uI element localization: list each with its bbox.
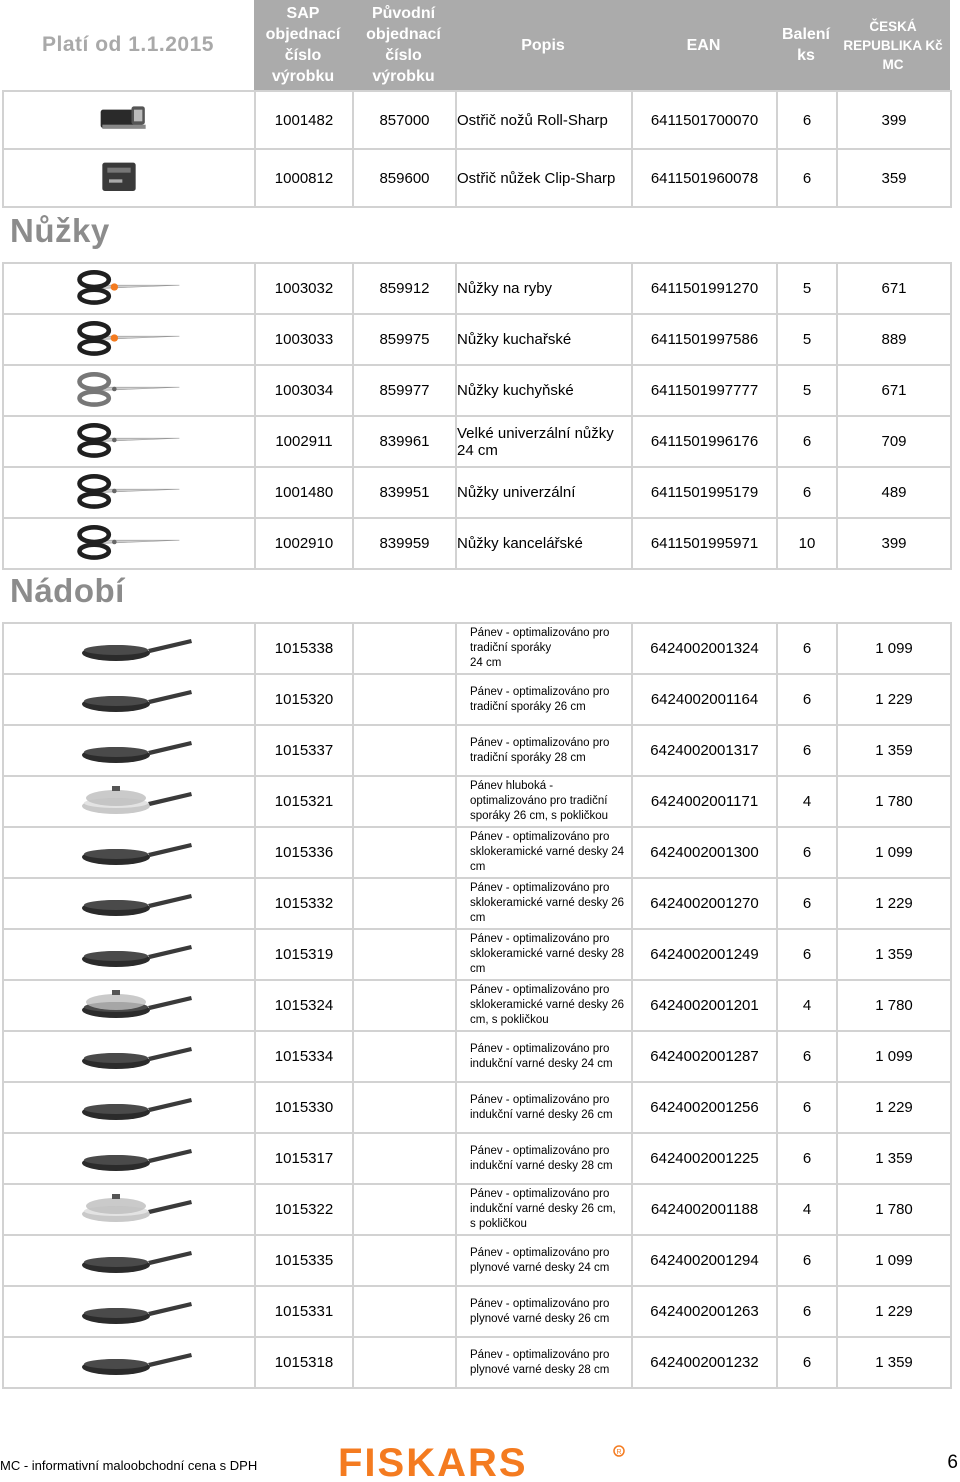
header-pack: Balení ks — [776, 0, 836, 90]
product-image — [3, 623, 255, 674]
product-image — [3, 1337, 255, 1388]
price: 399 — [837, 91, 951, 149]
price: 1 359 — [837, 1337, 951, 1388]
valid-from-text: Platí od 1.1.2015 — [42, 33, 214, 56]
description-line: Pánev - optimalizováno pro sklokeramické varné desky 24 cm — [470, 831, 625, 873]
ean-code: 6424002001249 — [632, 929, 777, 980]
original-number — [353, 980, 456, 1031]
price: 1 229 — [837, 674, 951, 725]
product-image — [3, 929, 255, 980]
original-number — [353, 1337, 456, 1388]
table-row — [3, 1184, 951, 1235]
header-ean: EAN — [631, 0, 776, 90]
pack-quantity: 4 — [777, 980, 837, 1031]
product-image-wrap — [4, 318, 254, 362]
original-number: 857000 — [353, 91, 456, 149]
product-description — [456, 1133, 632, 1184]
description-line: Pánev hluboká - optimalizováno pro tradiční sporáky 26 cm, s pokličkou — [470, 780, 609, 822]
page-number: 6 — [947, 1452, 958, 1473]
product-description — [456, 827, 632, 878]
description-line: Pánev - optimalizováno pro indukční varné desky 24 cm — [470, 1042, 613, 1070]
product-image — [3, 263, 255, 314]
clip-sharp-sharpener-icon — [69, 157, 169, 195]
table-header — [0, 0, 960, 90]
sap-number: 1000812 — [255, 149, 353, 207]
sap-number: 1015319 — [255, 929, 353, 980]
original-number — [353, 1235, 456, 1286]
large-scissors-icon — [74, 420, 184, 460]
table-row — [3, 365, 951, 416]
description-line: Pánev - optimalizováno pro sklokeramické varné desky 28 cm — [470, 933, 625, 975]
description-line: Nůžky kuchařské — [457, 331, 572, 348]
product-image — [3, 91, 255, 149]
pack-quantity: 6 — [777, 416, 837, 467]
price: 1 359 — [837, 1133, 951, 1184]
section-title-scissors: Nůžky — [10, 212, 110, 249]
product-description — [456, 725, 632, 776]
header-sap: SAP objednací číslo výrobku — [254, 0, 352, 90]
pack-quantity: 6 — [777, 1082, 837, 1133]
table-row — [3, 416, 951, 467]
price: 1 229 — [837, 1286, 951, 1337]
description-line: Pánev - optimalizováno pro tradiční sporáky 26 cm — [470, 685, 610, 713]
original-number — [353, 878, 456, 929]
product-description — [456, 365, 632, 416]
product-image-wrap — [4, 1086, 254, 1130]
original-number — [353, 1286, 456, 1337]
original-number: 859912 — [353, 263, 456, 314]
product-image-wrap — [4, 1341, 254, 1385]
product-image-wrap — [4, 369, 254, 413]
table-row — [3, 674, 951, 725]
pack-quantity: 6 — [777, 725, 837, 776]
ean-code: 6424002001232 — [632, 1337, 777, 1388]
original-number — [353, 776, 456, 827]
description-line: Pánev - optimalizováno pro indukční varné desky 28 cm — [470, 1144, 613, 1172]
ean-code: 6411501995971 — [632, 518, 777, 569]
pack-quantity: 5 — [777, 263, 837, 314]
product-description — [456, 674, 632, 725]
product-image — [3, 467, 255, 518]
sap-number: 1015324 — [255, 980, 353, 1031]
sap-number: 1015332 — [255, 878, 353, 929]
sap-number: 1001480 — [255, 467, 353, 518]
original-number — [353, 623, 456, 674]
product-description — [456, 929, 632, 980]
table-row — [3, 878, 951, 929]
price: 1 780 — [837, 1184, 951, 1235]
product-description — [456, 776, 632, 827]
office-scissors-icon — [74, 522, 184, 562]
pan-with-lid-icon — [76, 984, 196, 1024]
original-number — [353, 725, 456, 776]
sharpeners-table — [2, 90, 952, 208]
original-number: 859600 — [353, 149, 456, 207]
ean-code: 6424002001270 — [632, 878, 777, 929]
original-number: 839951 — [353, 467, 456, 518]
table-row — [3, 91, 951, 149]
product-description — [456, 1082, 632, 1133]
product-image — [3, 1235, 255, 1286]
product-image-wrap — [4, 678, 254, 722]
frying-pan-icon — [76, 1137, 196, 1177]
original-number — [353, 1133, 456, 1184]
description-line: Nůžky kancelářské — [457, 535, 583, 552]
description-line: Pánev - optimalizováno pro plynové varné desky 24 cm — [470, 1246, 610, 1274]
svg-text:R: R — [616, 1449, 622, 1456]
product-image — [3, 1031, 255, 1082]
ean-code: 6424002001263 — [632, 1286, 777, 1337]
description-line: Pánev - optimalizováno pro plynové varné desky 28 cm — [470, 1348, 610, 1376]
ean-code: 6424002001317 — [632, 725, 777, 776]
table-row — [3, 623, 951, 674]
ean-code: 6424002001164 — [632, 674, 777, 725]
frying-pan-icon — [76, 1239, 196, 1279]
pack-quantity: 5 — [777, 314, 837, 365]
frying-pan-icon — [76, 1086, 196, 1126]
product-image — [3, 518, 255, 569]
original-number — [353, 827, 456, 878]
frying-pan-icon — [76, 627, 196, 667]
pack-quantity: 6 — [777, 1031, 837, 1082]
product-image-wrap — [4, 471, 254, 515]
sap-number: 1015335 — [255, 1235, 353, 1286]
product-description — [456, 1235, 632, 1286]
pack-quantity: 4 — [777, 776, 837, 827]
frying-pan-icon — [76, 933, 196, 973]
table-row — [3, 467, 951, 518]
fiskars-logo — [336, 1443, 626, 1481]
product-image-wrap — [4, 1239, 254, 1283]
product-description — [456, 1286, 632, 1337]
pack-quantity: 6 — [777, 1133, 837, 1184]
pack-quantity: 5 — [777, 365, 837, 416]
ean-code: 6411501700070 — [632, 91, 777, 149]
product-image-wrap — [4, 522, 254, 566]
pack-quantity: 6 — [777, 827, 837, 878]
ean-code: 6424002001324 — [632, 623, 777, 674]
original-number — [353, 1082, 456, 1133]
product-description — [456, 263, 632, 314]
product-description — [456, 314, 632, 365]
sap-number: 1003032 — [255, 263, 353, 314]
pack-quantity: 4 — [777, 1184, 837, 1235]
ean-code: 6411501991270 — [632, 263, 777, 314]
product-image — [3, 314, 255, 365]
price: 1 359 — [837, 725, 951, 776]
product-image — [3, 1133, 255, 1184]
description-line: Nůžky na ryby — [457, 280, 553, 297]
product-image — [3, 674, 255, 725]
description-line: Nůžky univerzální — [457, 484, 576, 501]
product-image-wrap — [4, 1137, 254, 1181]
description-line: Pánev - optimalizováno pro indukční varné desky 26 cm — [470, 1093, 613, 1121]
table-row — [3, 149, 951, 207]
pack-quantity: 6 — [777, 878, 837, 929]
price: 889 — [837, 314, 951, 365]
description-line: Nůžky kuchyňské — [457, 382, 574, 399]
product-image-wrap — [4, 157, 254, 199]
original-number: 859975 — [353, 314, 456, 365]
price: 709 — [837, 416, 951, 467]
description-line: Pánev - optimalizováno pro sklokeramické varné desky 26 cm — [470, 882, 625, 924]
table-row — [3, 776, 951, 827]
product-description — [456, 878, 632, 929]
product-image-wrap — [4, 420, 254, 464]
price: 1 229 — [837, 1082, 951, 1133]
kitchen-scissors-icon — [74, 369, 184, 409]
product-image — [3, 980, 255, 1031]
frying-pan-icon — [76, 1341, 196, 1381]
table-row — [3, 314, 951, 365]
price: 489 — [837, 467, 951, 518]
ean-code: 6424002001225 — [632, 1133, 777, 1184]
original-number — [353, 1031, 456, 1082]
fish-scissors-icon — [74, 267, 184, 307]
product-image-wrap — [4, 99, 254, 141]
product-description — [456, 149, 632, 207]
product-description — [456, 416, 632, 467]
product-description — [456, 1184, 632, 1235]
ean-code: 6424002001256 — [632, 1082, 777, 1133]
description-line: Ostřič nožů Roll-Sharp — [457, 111, 608, 129]
product-description — [456, 467, 632, 518]
sap-number: 1015317 — [255, 1133, 353, 1184]
frying-pan-icon — [76, 882, 196, 922]
price: 1 099 — [837, 1235, 951, 1286]
description-line: Ostřič nůžek Clip-Sharp — [457, 169, 616, 187]
svg-text:FISKARS: FISKARS — [338, 1443, 528, 1481]
original-number — [353, 929, 456, 980]
sap-number: 1015334 — [255, 1031, 353, 1082]
header-desc: Popis — [455, 0, 631, 90]
cookware-table — [2, 622, 952, 1389]
original-number — [353, 1184, 456, 1235]
sap-number: 1002910 — [255, 518, 353, 569]
product-image-wrap — [4, 882, 254, 926]
original-number — [353, 674, 456, 725]
pack-quantity: 6 — [777, 929, 837, 980]
price: 1 780 — [837, 776, 951, 827]
price: 399 — [837, 518, 951, 569]
price: 1 099 — [837, 623, 951, 674]
ean-code: 6424002001287 — [632, 1031, 777, 1082]
product-image — [3, 1286, 255, 1337]
table-row — [3, 827, 951, 878]
ean-code: 6411501997777 — [632, 365, 777, 416]
chef-scissors-icon — [74, 318, 184, 358]
product-description — [456, 518, 632, 569]
roll-sharp-sharpener-icon — [69, 99, 169, 137]
price: 1 099 — [837, 827, 951, 878]
price: 1 229 — [837, 878, 951, 929]
pack-quantity: 10 — [777, 518, 837, 569]
pack-quantity: 6 — [777, 467, 837, 518]
table-row — [3, 725, 951, 776]
ean-code: 6424002001171 — [632, 776, 777, 827]
product-image-wrap — [4, 780, 254, 824]
product-image-wrap — [4, 933, 254, 977]
sap-number: 1015338 — [255, 623, 353, 674]
table-row — [3, 263, 951, 314]
saute-pan-lid-icon — [76, 1188, 196, 1228]
table-row — [3, 1235, 951, 1286]
product-description — [456, 1337, 632, 1388]
description-line: Pánev - optimalizováno pro plynové varné desky 26 cm — [470, 1297, 610, 1325]
pack-quantity: 6 — [777, 1286, 837, 1337]
description-line: Pánev - optimalizováno pro tradiční sporáky 28 cm — [470, 736, 610, 764]
product-image — [3, 1082, 255, 1133]
product-image-wrap — [4, 1035, 254, 1079]
price: 1 780 — [837, 980, 951, 1031]
product-image — [3, 725, 255, 776]
description-line: Pánev - optimalizováno pro tradiční sporáky — [470, 627, 610, 654]
pack-quantity: 6 — [777, 1235, 837, 1286]
product-image-wrap — [4, 1290, 254, 1334]
product-image-wrap — [4, 831, 254, 875]
sap-number: 1015320 — [255, 674, 353, 725]
ean-code: 6411501960078 — [632, 149, 777, 207]
frying-pan-icon — [76, 729, 196, 769]
ean-code: 6411501996176 — [632, 416, 777, 467]
product-image — [3, 776, 255, 827]
description-line: Velké univerzální nůžky 24 cm — [457, 424, 614, 459]
sap-number: 1001482 — [255, 91, 353, 149]
frying-pan-icon — [76, 678, 196, 718]
description-line: Pánev - optimalizováno pro indukční varné desky 26 cm, — [470, 1188, 616, 1215]
ean-code: 6424002001201 — [632, 980, 777, 1031]
price: 359 — [837, 149, 951, 207]
ean-code: 6424002001188 — [632, 1184, 777, 1235]
product-image-wrap — [4, 984, 254, 1028]
product-image — [3, 827, 255, 878]
table-row — [3, 1337, 951, 1388]
original-number: 839961 — [353, 416, 456, 467]
description-line: 24 cm — [470, 657, 502, 669]
valid-from — [2, 0, 254, 90]
sap-number: 1015337 — [255, 725, 353, 776]
pack-quantity: 6 — [777, 1337, 837, 1388]
table-row — [3, 518, 951, 569]
product-image — [3, 878, 255, 929]
table-row — [3, 929, 951, 980]
original-number: 839959 — [353, 518, 456, 569]
table-row — [3, 1082, 951, 1133]
ean-code: 6424002001300 — [632, 827, 777, 878]
product-description — [456, 980, 632, 1031]
price: 671 — [837, 263, 951, 314]
ean-code: 6411501997586 — [632, 314, 777, 365]
product-image — [3, 416, 255, 467]
sap-number: 1015318 — [255, 1337, 353, 1388]
price: 1 359 — [837, 929, 951, 980]
universal-scissors-icon — [74, 471, 184, 511]
sap-number: 1002911 — [255, 416, 353, 467]
sap-number: 1015330 — [255, 1082, 353, 1133]
sap-number: 1015331 — [255, 1286, 353, 1337]
saute-pan-lid-icon — [76, 780, 196, 820]
frying-pan-icon — [76, 1035, 196, 1075]
product-description — [456, 1031, 632, 1082]
product-image — [3, 1184, 255, 1235]
product-description — [456, 91, 632, 149]
table-row — [3, 1133, 951, 1184]
footer-note: MC - informativní maloobchodní cena s DPH — [0, 1458, 258, 1473]
header-orig: Původní objednací číslo výrobku — [352, 0, 455, 90]
frying-pan-icon — [76, 831, 196, 871]
price: 671 — [837, 365, 951, 416]
price: 1 099 — [837, 1031, 951, 1082]
table-row — [3, 1031, 951, 1082]
description-line: s pokličkou — [470, 1218, 527, 1230]
pack-quantity: 6 — [777, 91, 837, 149]
product-description — [456, 623, 632, 674]
sap-number: 1015322 — [255, 1184, 353, 1235]
ean-code: 6424002001294 — [632, 1235, 777, 1286]
original-number: 859977 — [353, 365, 456, 416]
product-image-wrap — [4, 729, 254, 773]
section-title-cookware: Nádobí — [10, 572, 125, 609]
table-row — [3, 980, 951, 1031]
ean-code: 6411501995179 — [632, 467, 777, 518]
header-price: ČESKÁ REPUBLIKA Kč MC — [836, 0, 950, 90]
frying-pan-icon — [76, 1290, 196, 1330]
pack-quantity: 6 — [777, 149, 837, 207]
pack-quantity: 6 — [777, 623, 837, 674]
scissors-table — [2, 262, 952, 570]
sap-number: 1015321 — [255, 776, 353, 827]
product-image-wrap — [4, 1188, 254, 1232]
product-image — [3, 365, 255, 416]
product-image-wrap — [4, 627, 254, 671]
pack-quantity: 6 — [777, 674, 837, 725]
sap-number: 1003033 — [255, 314, 353, 365]
product-image — [3, 149, 255, 207]
table-row — [3, 1286, 951, 1337]
product-image-wrap — [4, 267, 254, 311]
description-line: Pánev - optimalizováno pro sklokeramické varné desky 26 cm, s pokličkou — [470, 984, 625, 1026]
sap-number: 1015336 — [255, 827, 353, 878]
sap-number: 1003034 — [255, 365, 353, 416]
